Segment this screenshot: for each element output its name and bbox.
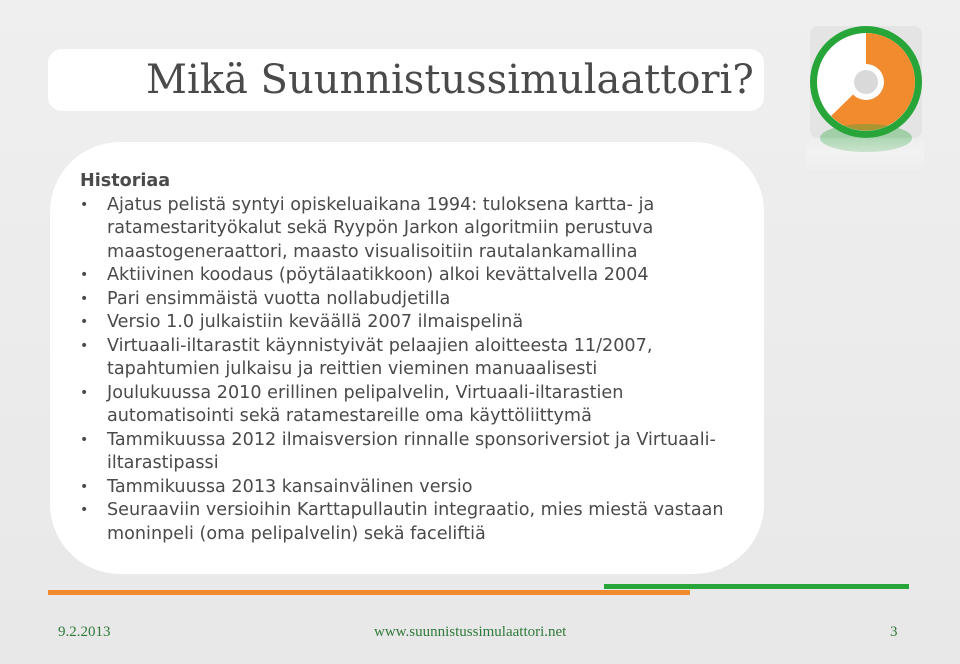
list-item: [80, 499, 752, 546]
bullet-icon: •: [80, 337, 89, 354]
bullet-icon: •: [80, 196, 89, 213]
section-heading: Historiaa: [80, 171, 171, 191]
list-item: [80, 311, 752, 335]
bullet-icon: •: [80, 267, 89, 283]
list-item: [80, 429, 752, 476]
list-item: [80, 194, 752, 265]
list-item: [80, 288, 752, 312]
bullet-icon: •: [80, 478, 89, 495]
list-item-text: Seuraaviin versioihin Karttapullautin integraatio, mies miestä vastaan moninpeli (oma pelipalvelin) sekä faceliftiä: [107, 500, 724, 544]
list-item-text: Joulukuussa 2010 erillinen pelipalvelin, Virtuaali-iltarastien automatisointi sekä ratamestareille oma käyttöliittymä: [107, 382, 624, 426]
footer-url: www.suunnistussimulaattori.net: [374, 624, 567, 640]
disc-logo-icon: [806, 24, 924, 174]
green-divider-bar: [604, 584, 909, 589]
list-item: [80, 335, 752, 382]
list-item: [80, 264, 752, 288]
history-bullet-list: [80, 194, 752, 547]
bullet-icon: •: [80, 384, 89, 401]
list-item-text: Ajatus pelistä syntyi opiskeluaikana 1994: tuloksena kartta- ja ratamestarityökalut sekä Ryypön Jarkon algoritmiin perustuva maastogeneraattori, maasto visualisoitiin rautalankamallina: [107, 194, 655, 262]
list-item: [80, 476, 752, 500]
list-item-text: Tammikuussa 2013 kansainvälinen versio: [107, 476, 473, 497]
bullet-icon: •: [80, 431, 89, 448]
content-panel: [50, 142, 764, 574]
bullet-icon: •: [80, 314, 89, 330]
footer-page-number: 3: [890, 624, 898, 640]
content-body: [80, 170, 752, 546]
title-box: [48, 49, 764, 111]
page-title: Mikä Suunnistussimulaattori?: [146, 57, 754, 103]
bullet-icon: •: [80, 290, 89, 307]
list-item-text: Aktiivinen koodaus (pöytälaatikkoon) alkoi kevättalvella 2004: [107, 265, 649, 285]
footer-date: 9.2.2013: [58, 624, 111, 640]
orange-divider-bar: [48, 590, 690, 595]
list-item: [80, 382, 752, 429]
list-item-text: Virtuaali-iltarastit käynnistyivät pelaajien aloitteesta 11/2007, tapahtumien julkaisu ja reittien vieminen manuaalisesti: [107, 335, 653, 379]
list-item-text: Versio 1.0 julkaistiin keväällä 2007 ilmaispelinä: [107, 312, 524, 332]
bullet-icon: •: [80, 502, 89, 518]
list-item-text: Pari ensimmäistä vuotta nollabudjetilla: [107, 288, 451, 309]
list-item-text: Tammikuussa 2012 ilmaisversion rinnalle sponsoriversiot ja Virtuaali-iltarastipassi: [107, 429, 716, 473]
